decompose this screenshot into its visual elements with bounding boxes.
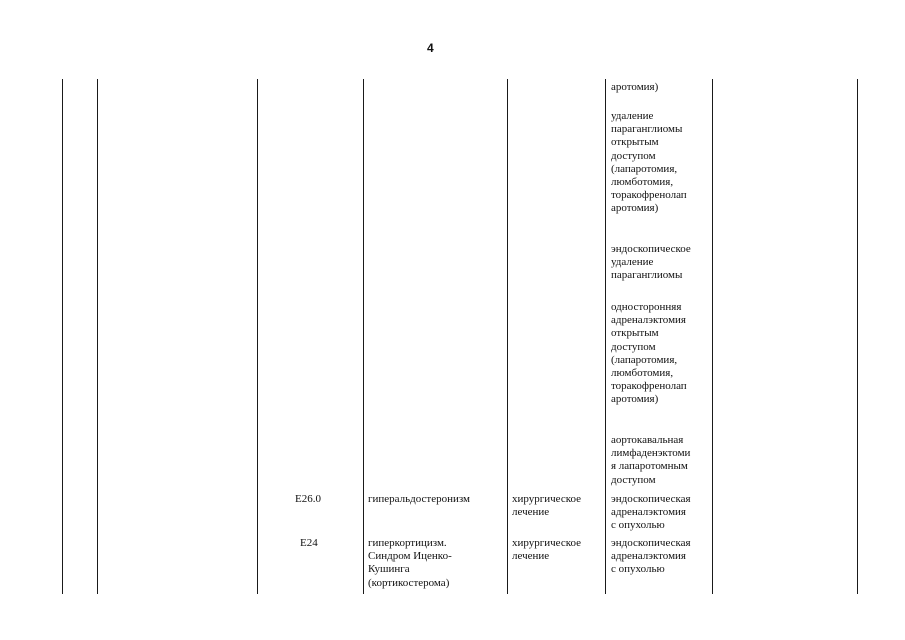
diagnosis-code: E26.0	[295, 493, 321, 505]
column-divider	[712, 79, 713, 594]
procedure-text: аротомия)	[611, 81, 659, 93]
procedure-text: эндоскопическое удаление параганглиомы	[611, 243, 691, 282]
procedure-text: эндоскопическая адреналэктомия с опухолью	[611, 537, 691, 576]
column-divider	[257, 79, 258, 594]
diagnosis-code: E24	[300, 537, 318, 549]
procedure-text: удаление параганглиомы открытым доступом (лапаротомия, люмботомия, торакофренолап аротомия)	[611, 110, 687, 215]
column-divider	[605, 79, 606, 594]
table-left-border	[62, 79, 63, 594]
procedure-text: эндоскопическая адреналэктомия с опухолью	[611, 493, 691, 532]
column-divider	[507, 79, 508, 594]
table-right-border	[857, 79, 858, 594]
diagnosis-name: гиперальдостеронизм	[368, 493, 471, 505]
procedure-text: аортокавальная лимфаденэктоми я лапаротомным доступом	[611, 434, 691, 486]
column-divider	[363, 79, 364, 594]
page-number: 4	[427, 41, 434, 55]
treatment-type: хирургическое лечение	[512, 493, 582, 519]
procedure-text: односторонняя адреналэктомия открытым доступом (лапаротомия, люмботомия, торакофренолап аротомия)	[611, 301, 687, 406]
column-divider	[97, 79, 98, 594]
treatment-type: хирургическое лечение	[512, 537, 582, 563]
diagnosis-name: гиперкортицизм. Синдром Иценко- Кушинга (кортикостерома)	[368, 537, 452, 589]
